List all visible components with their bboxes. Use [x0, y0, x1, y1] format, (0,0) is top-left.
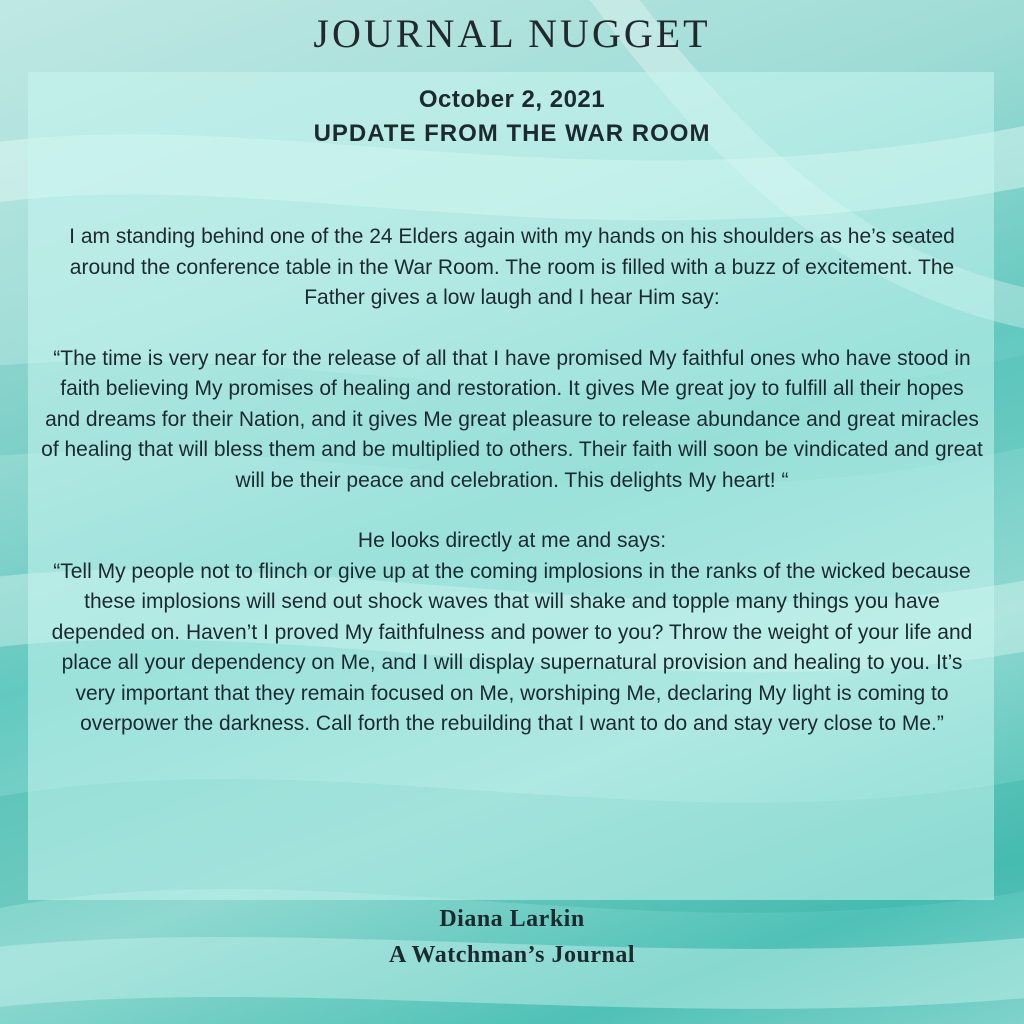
entry-date: October 2, 2021 — [418, 86, 606, 113]
page-title: JOURNAL NUGGET — [313, 11, 711, 56]
paragraph-transition: He looks directly at me and says: — [357, 529, 667, 552]
paragraph-quote-2: “Tell My people not to flinch or give up at the coming implosions in the ranks of the wicked because these implosions will send out shock waves that will shake and topple many things you have depended on. Haven’t I proved My faithfulness and power to you? Throw the weight of your life and place all your dependency on Me, and I will display supernatural provision and healing to you. It’s very important that they remain focused on Me, worshiping Me, declaring My light is coming to overpower the darkness. Call forth the rebuilding that I want to do and stay very close to Me.” — [51, 559, 973, 735]
author-name: Diana Larkin — [439, 906, 585, 932]
journal-body — [40, 222, 984, 740]
paragraph-quote-1: “The time is very near for the release of all that I have promised My faithful ones who have stood in faith believing My promises of healing and restoration. It gives Me great joy to fulfill all their hopes and dreams for their Nation, and it gives Me great pleasure to release abundance and great miracles of healing that will bless them and be multiplied to others. Their faith will soon be vindicated and great will be their peace and celebration. This delights My heart! “ — [41, 346, 983, 492]
paragraph-intro: I am standing behind one of the 24 Elders again with my hands on his shoulders as he’s seated around the conference table in the War Room. The room is filled with a buzz of excitement. The Father gives a low laugh and I hear Him say: — [69, 225, 955, 309]
journal-name: A Watchman’s Journal — [388, 942, 636, 968]
entry-subtitle: UPDATE FROM THE WAR ROOM — [313, 120, 711, 147]
